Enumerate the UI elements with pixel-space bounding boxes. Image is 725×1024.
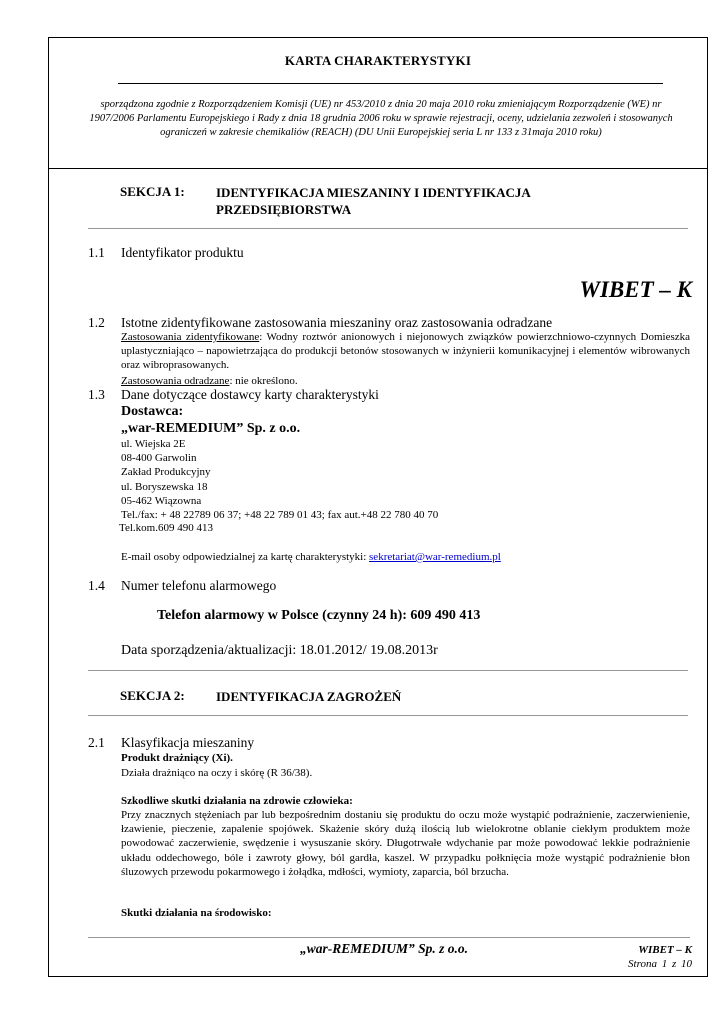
section2-title: IDENTYFIKACJA ZAGROŻEŃ: [216, 689, 402, 704]
s14-number: 1.4: [88, 578, 105, 593]
email-line: [121, 550, 501, 564]
identified-uses-text: : Wodny roztwór anionowych i niejonowych związków powierzchniowo-czynnych Domieszka uplastyczniająco – napowietrzająca do produkcji betonów stosowanych w inżynierii komunikacyjnej i elementów wibrowanych oraz wibroprasowanych.: [121, 331, 690, 372]
s13-number: 1.3: [88, 387, 105, 402]
email-link[interactable]: sekretariat@war-remedium.pl: [369, 551, 501, 563]
environment-effects-heading: Skutki działania na środowisko:: [121, 907, 272, 919]
emergency-phone: Telefon alarmowy w Polsce (czynny 24 h): 609 490 413: [157, 608, 481, 623]
section1-number: SEKCJA 1:: [120, 184, 185, 199]
address-line: Tel./fax: + 48 22789 06 37; +48 22 789 01 43; fax aut.+48 22 780 40 70: [121, 509, 439, 522]
footer-page-number: Strona 1 z 10: [628, 958, 692, 970]
address-line: Zakład Produkcyjny: [121, 466, 211, 479]
supplier-label: Dostawca:: [121, 404, 184, 419]
section1-divider: [88, 228, 688, 229]
address-line: 05-462 Wiązowna: [121, 494, 202, 507]
classification: Produkt drażniący (Xi).: [121, 752, 233, 764]
section2-divider: [88, 715, 688, 716]
email-label: E-mail osoby odpowiedzialnej za kartę charakterystyki:: [121, 551, 370, 563]
supplier-address: [121, 437, 438, 522]
section1-title-line1: IDENTYFIKACJA MIESZANINY I IDENTYFIKACJA: [216, 185, 531, 200]
footer-divider: [88, 937, 690, 938]
s21-number: 2.1: [88, 735, 105, 750]
section2-number: SEKCJA 2:: [120, 688, 185, 703]
s21-label: Klasyfikacja mieszaniny: [121, 735, 255, 750]
health-effects-heading: Szkodliwe skutki działania na zdrowie człowieka:: [121, 795, 353, 807]
title-underline: [118, 83, 663, 84]
section2-divider-top: [88, 670, 688, 671]
s14-label: Numer telefonu alarmowego: [121, 578, 277, 593]
advised-uses-text: : nie określono.: [229, 375, 298, 387]
address-line: 08-400 Garwolin: [121, 452, 197, 465]
product-name: WIBET – K: [579, 277, 692, 302]
mobile-phone: Tel.kom.609 490 413: [119, 522, 213, 534]
document-title: KARTA CHARAKTERYSTYKI: [284, 53, 472, 68]
footer-company: „war-REMEDIUM” Sp. z o.o.: [300, 941, 469, 956]
s11-number: 1.1: [88, 245, 105, 260]
regulation-intro: sporządzona zgodnie z Rozporządzeniem Komisji (UE) nr 453/2010 z dnia 20 maja 2010 roku zmieniającym Rozporządzenie (WE) nr 1907/2006 Parlamentu Europejskiego i Rady z dnia 18 grudnia 2006 roku w sprawie rejestracji, oceny, udzielania zezwoleń i stosowanych ograniczeń w zakresie chemikaliów (REACH) (DU Unii Europejskiej seria L nr 133 z 31maja 2010 roku): [89, 99, 673, 138]
section1-title-line2: PRZEDSIĘBIORSTWA: [216, 202, 352, 217]
s12-identified-uses: [121, 330, 690, 373]
s11-label: Identyfikator produktu: [121, 245, 244, 260]
classification-effect: Działa drażniąco na oczy i skórę (R 36/38).: [121, 767, 313, 779]
s12-label: Istotne zidentyfikowane zastosowania mieszaniny oraz zastosowania odradzane: [121, 315, 553, 330]
s12-number: 1.2: [88, 315, 105, 330]
address-line: ul. Boryszewska 18: [121, 480, 208, 493]
advised-uses-label: Zastosowania odradzane: [121, 375, 230, 387]
section1-title: [216, 184, 531, 218]
s13-label: Dane dotyczące dostawcy karty charakterystyki: [121, 387, 379, 402]
health-effects-text: Przy znacznych stężeniach par lub bezpośrednim dostaniu się produktu do oczu może wystąpić podrażnienie, zaczerwienienie, łzawienie, pieczenie, zapalenie spojówek. Skażenie skóry dużą ilością lub wielokrotne oblanie ciekłym produktem może powodować zaczerwienie, swędzenie i wysuszanie skóry. Długotrwałe wdychanie par może powodować lekkie podrażnienie układu oddechowego, bóle i zawroty głowy, ból gardła, kaszel. W przypadku połknięcia może wystąpić podrażnienie błon śluzowych przewodu pokarmowego i żołądka, mdłości, wymioty, zaparcia, ból brzucha.: [121, 809, 690, 878]
address-line: ul. Wiejska 2E: [121, 438, 186, 450]
supplier-company: „war-REMEDIUM” Sp. z o.o.: [121, 421, 301, 436]
header-separator: [48, 168, 708, 169]
footer-product: WIBET – K: [638, 944, 692, 956]
revision-date: Data sporządzenia/aktualizacji: 18.01.2012/ 19.08.2013r: [121, 643, 438, 658]
identified-uses-label: Zastosowania zidentyfikowane: [121, 331, 260, 343]
